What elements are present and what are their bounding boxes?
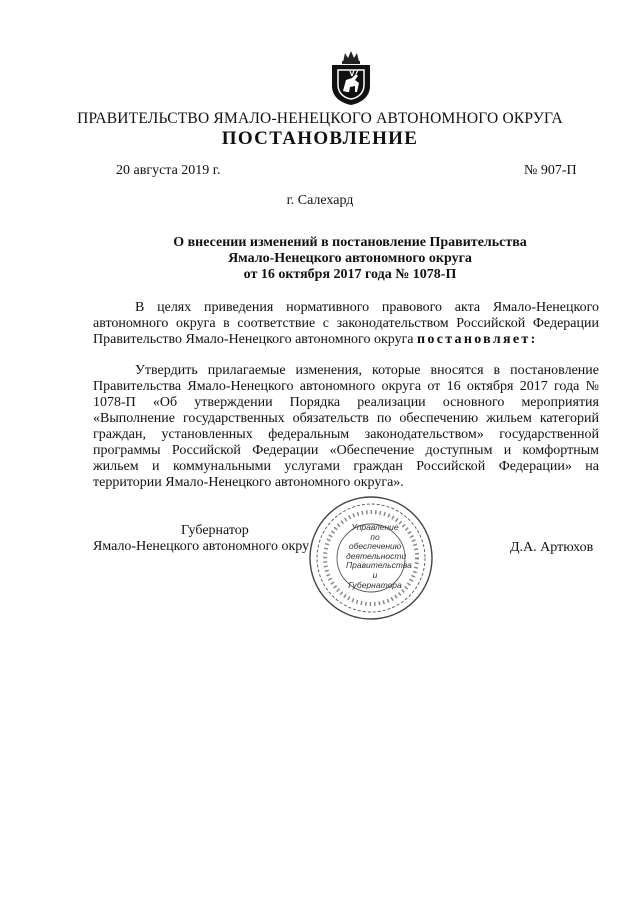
document-number: № 907-П	[524, 163, 577, 178]
stamp-line: Правительства	[346, 560, 412, 571]
document-title	[100, 235, 600, 283]
signatory-position	[93, 523, 318, 555]
resolution-keyword: постановляет:	[417, 332, 538, 347]
city-name: г. Салехард	[286, 193, 354, 208]
document-date: 20 августа 2019 г.	[116, 163, 221, 178]
document-type-heading: ПОСТАНОВЛЕНИЕ	[221, 128, 419, 149]
signatory-name: Д.А. Артюхов	[510, 540, 594, 555]
stamp-line: деятельности	[346, 550, 407, 561]
government-name: ПРАВИТЕЛЬСТВО ЯМАЛО-НЕНЕЦКОГО АВТОНОМНОГО ОКРУГА	[77, 110, 563, 127]
coat-of-arms-emblem	[328, 50, 374, 106]
stamp-inner-text	[346, 522, 412, 590]
document-title-line-2: Ямало-Ненецкого автономного округа	[228, 251, 472, 266]
signatory-position-line-2: Ямало-Ненецкого автономного окру	[93, 539, 310, 554]
stamp-line: и Губернатора	[348, 569, 402, 590]
signatory-position-line-1: Губернатор	[181, 523, 249, 538]
preamble-paragraph	[93, 300, 599, 348]
stamp-line: обеспечению	[348, 541, 402, 552]
resolution-paragraph: Утвердить прилагаемые изменения, которые вносятся в постановление Правительства Ямало-Ненецкого автономного округа от 16 октября 2017 года № 1078-П «Об утверждении Порядка реализации основного мероприятия «Выполнение государственных обязательств по обеспечению жильем категорий граждан, установленных федеральным законодательством» государственной программы Российской Федерации «Обеспечение доступным и комфортным жильем и коммунальными услугами граждан Российской Федерации» на территории Ямало-Ненецкого автономного округа».	[93, 363, 599, 490]
stamp-line: Управление по	[351, 522, 399, 542]
document-title-line-1: О внесении изменений в постановление Правительства	[173, 235, 527, 250]
document-title-line-3: от 16 октября 2017 года № 1078-П	[243, 267, 457, 282]
preamble-text: В целях приведения нормативного правового акта Ямало-Ненецкого автономного округа в соответствие с законодательством Российской Федерации Правительство Ямало-Ненецкого автономного округа	[93, 300, 599, 347]
